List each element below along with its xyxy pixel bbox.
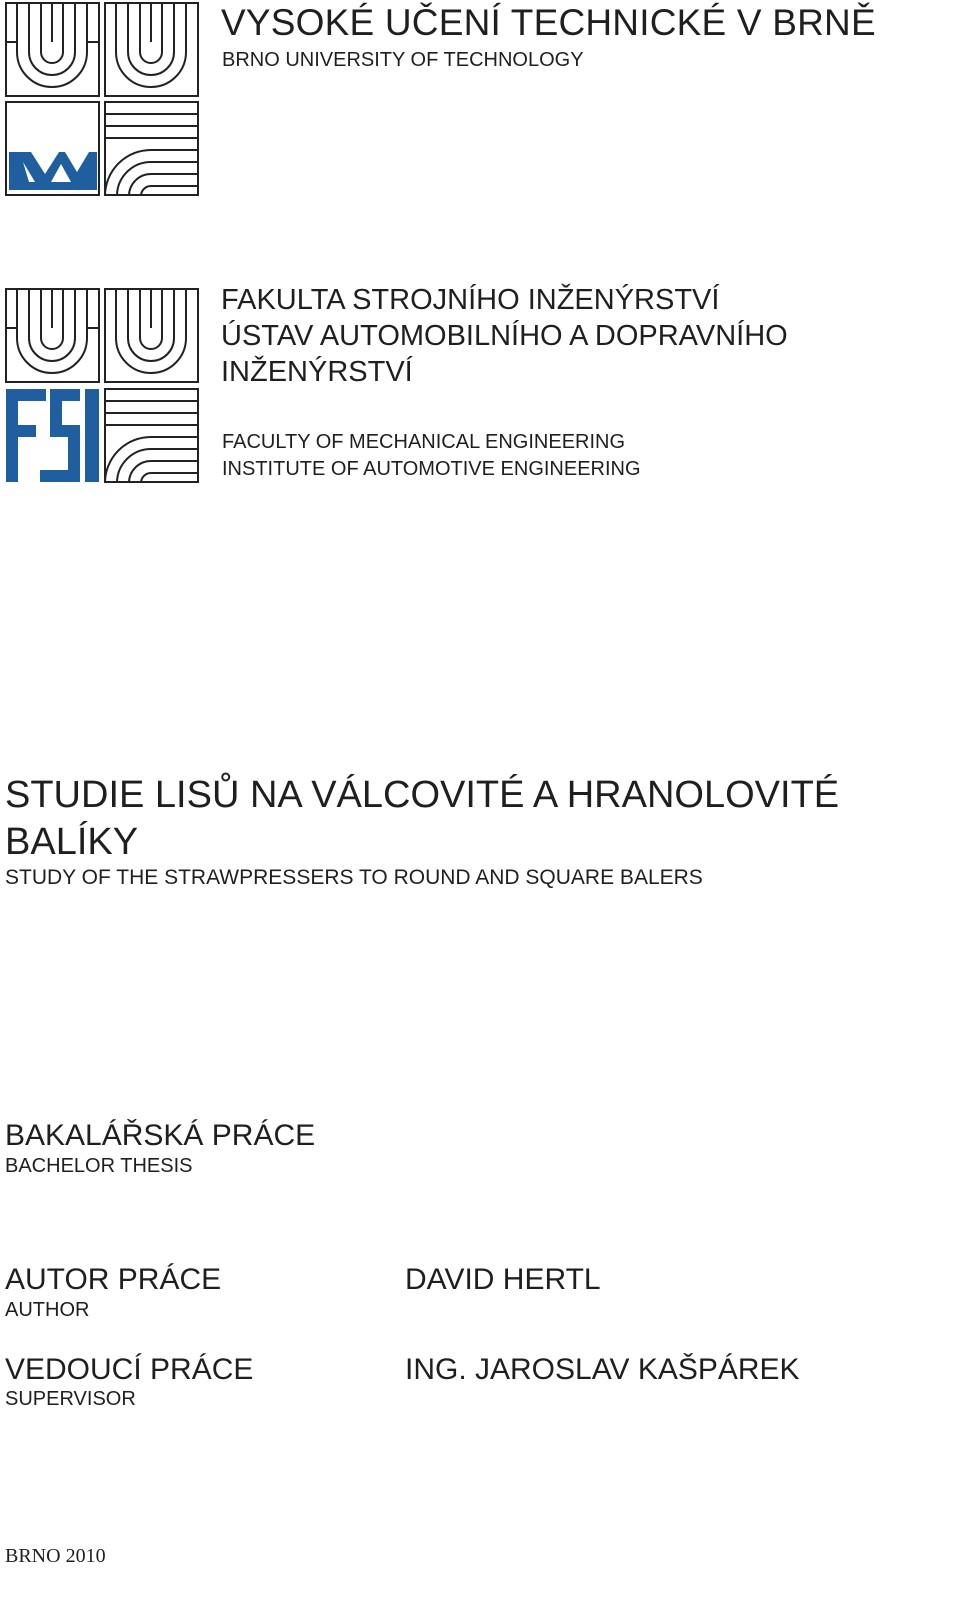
author-label-en: AUTHOR bbox=[5, 1299, 90, 1321]
institute-name-cz-line1: ÚSTAV AUTOMOBILNÍHO A DOPRAVNÍHO bbox=[221, 320, 788, 352]
supervisor-name: ING. JAROSLAV KAŠPÁREK bbox=[405, 1353, 800, 1386]
fsi-logo bbox=[5, 288, 200, 484]
thesis-title-cz-line1: STUDIE LISŮ NA VÁLCOVITÉ A HRANOLOVITÉ bbox=[5, 774, 840, 816]
vut-logo bbox=[5, 2, 200, 196]
university-name-cz: VYSOKÉ UČENÍ TECHNICKÉ V BRNĚ bbox=[221, 2, 876, 43]
thesis-type-cz: BAKALÁŘSKÁ PRÁCE bbox=[5, 1119, 316, 1152]
author-name: DAVID HERTL bbox=[405, 1263, 601, 1296]
thesis-type-en: BACHELOR THESIS bbox=[5, 1155, 193, 1177]
author-label-cz: AUTOR PRÁCE bbox=[5, 1263, 222, 1296]
place-year: BRNO 2010 bbox=[5, 1545, 106, 1567]
thesis-title-cz-line2: BALÍKY bbox=[5, 821, 139, 863]
faculty-name-cz: FAKULTA STROJNÍHO INŽENÝRSTVÍ bbox=[221, 284, 720, 316]
faculty-name-en: FACULTY OF MECHANICAL ENGINEERING bbox=[222, 431, 626, 453]
supervisor-label-cz: VEDOUCÍ PRÁCE bbox=[5, 1353, 254, 1386]
institute-name-en: INSTITUTE OF AUTOMOTIVE ENGINEERING bbox=[222, 458, 641, 480]
supervisor-label-en: SUPERVISOR bbox=[5, 1388, 136, 1410]
university-name-en: BRNO UNIVERSITY OF TECHNOLOGY bbox=[222, 49, 584, 71]
institute-name-cz-line2: INŽENÝRSTVÍ bbox=[221, 356, 413, 388]
thesis-title-en: STUDY OF THE STRAWPRESSERS TO ROUND AND SQUARE BALERS bbox=[5, 866, 703, 889]
